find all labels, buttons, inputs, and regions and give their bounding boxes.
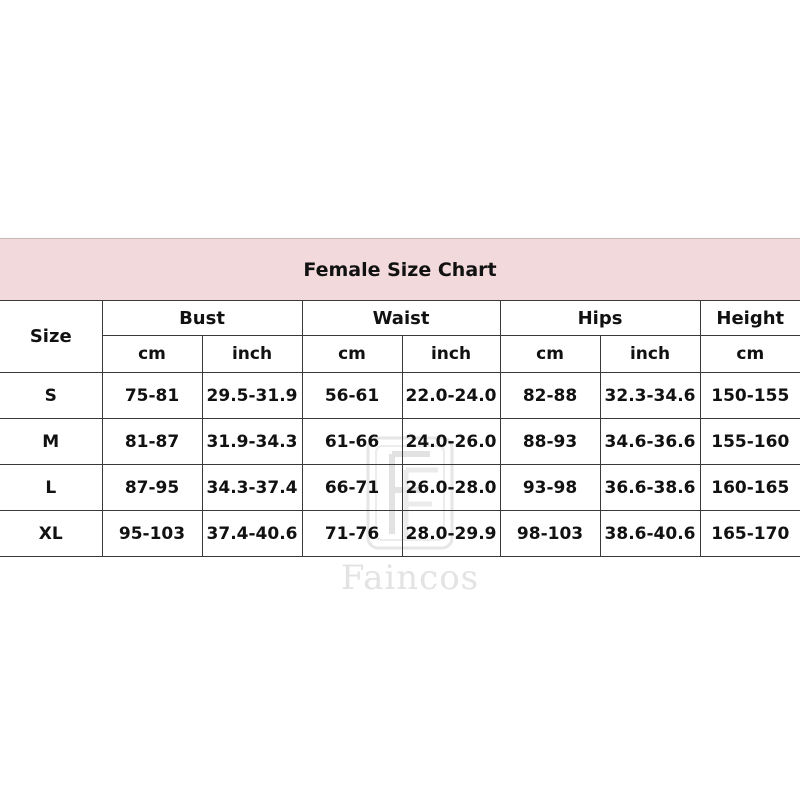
cell-bust-cm: 87-95 bbox=[102, 465, 202, 511]
cell-hips-inch: 34.6-36.6 bbox=[600, 419, 700, 465]
cell-size: S bbox=[0, 373, 102, 419]
cell-size: XL bbox=[0, 511, 102, 557]
unit-bust-inch: inch bbox=[202, 336, 302, 373]
header-hips: Hips bbox=[500, 301, 700, 336]
cell-hips-inch: 32.3-34.6 bbox=[600, 373, 700, 419]
cell-height-cm: 160-165 bbox=[700, 465, 800, 511]
cell-height-cm: 150-155 bbox=[700, 373, 800, 419]
cell-waist-inch: 26.0-28.0 bbox=[402, 465, 500, 511]
cell-bust-cm: 81-87 bbox=[102, 419, 202, 465]
header-size: Size bbox=[0, 301, 102, 373]
header-waist: Waist bbox=[302, 301, 500, 336]
cell-waist-inch: 22.0-24.0 bbox=[402, 373, 500, 419]
unit-hips-cm: cm bbox=[500, 336, 600, 373]
cell-waist-cm: 71-76 bbox=[302, 511, 402, 557]
cell-hips-cm: 93-98 bbox=[500, 465, 600, 511]
cell-waist-inch: 24.0-26.0 bbox=[402, 419, 500, 465]
cell-bust-cm: 95-103 bbox=[102, 511, 202, 557]
cell-waist-cm: 61-66 bbox=[302, 419, 402, 465]
unit-waist-cm: cm bbox=[302, 336, 402, 373]
header-height: Height bbox=[700, 301, 800, 336]
cell-waist-cm: 66-71 bbox=[302, 465, 402, 511]
unit-bust-cm: cm bbox=[102, 336, 202, 373]
cell-size: M bbox=[0, 419, 102, 465]
cell-hips-inch: 38.6-40.6 bbox=[600, 511, 700, 557]
cell-hips-cm: 88-93 bbox=[500, 419, 600, 465]
chart-title: Female Size Chart bbox=[0, 238, 800, 300]
table-wrapper bbox=[0, 300, 800, 598]
cell-waist-cm: 56-61 bbox=[302, 373, 402, 419]
size-table bbox=[0, 300, 800, 557]
size-chart bbox=[0, 238, 800, 598]
cell-size: L bbox=[0, 465, 102, 511]
cell-hips-cm: 98-103 bbox=[500, 511, 600, 557]
header-bust: Bust bbox=[102, 301, 302, 336]
cell-bust-inch: 34.3-37.4 bbox=[202, 465, 302, 511]
cell-height-cm: 165-170 bbox=[700, 511, 800, 557]
cell-hips-cm: 82-88 bbox=[500, 373, 600, 419]
cell-height-cm: 155-160 bbox=[700, 419, 800, 465]
table-row bbox=[0, 419, 800, 465]
cell-bust-inch: 37.4-40.6 bbox=[202, 511, 302, 557]
unit-height-cm: cm bbox=[700, 336, 800, 373]
header-row-groups bbox=[0, 301, 800, 336]
header-row-units bbox=[0, 336, 800, 373]
unit-hips-inch: inch bbox=[600, 336, 700, 373]
unit-waist-inch: inch bbox=[402, 336, 500, 373]
cell-hips-inch: 36.6-38.6 bbox=[600, 465, 700, 511]
table-row bbox=[0, 511, 800, 557]
watermark-text: Faincos bbox=[340, 558, 480, 598]
cell-bust-inch: 29.5-31.9 bbox=[202, 373, 302, 419]
cell-bust-inch: 31.9-34.3 bbox=[202, 419, 302, 465]
table-row bbox=[0, 373, 800, 419]
cell-bust-cm: 75-81 bbox=[102, 373, 202, 419]
table-row bbox=[0, 465, 800, 511]
cell-waist-inch: 28.0-29.9 bbox=[402, 511, 500, 557]
